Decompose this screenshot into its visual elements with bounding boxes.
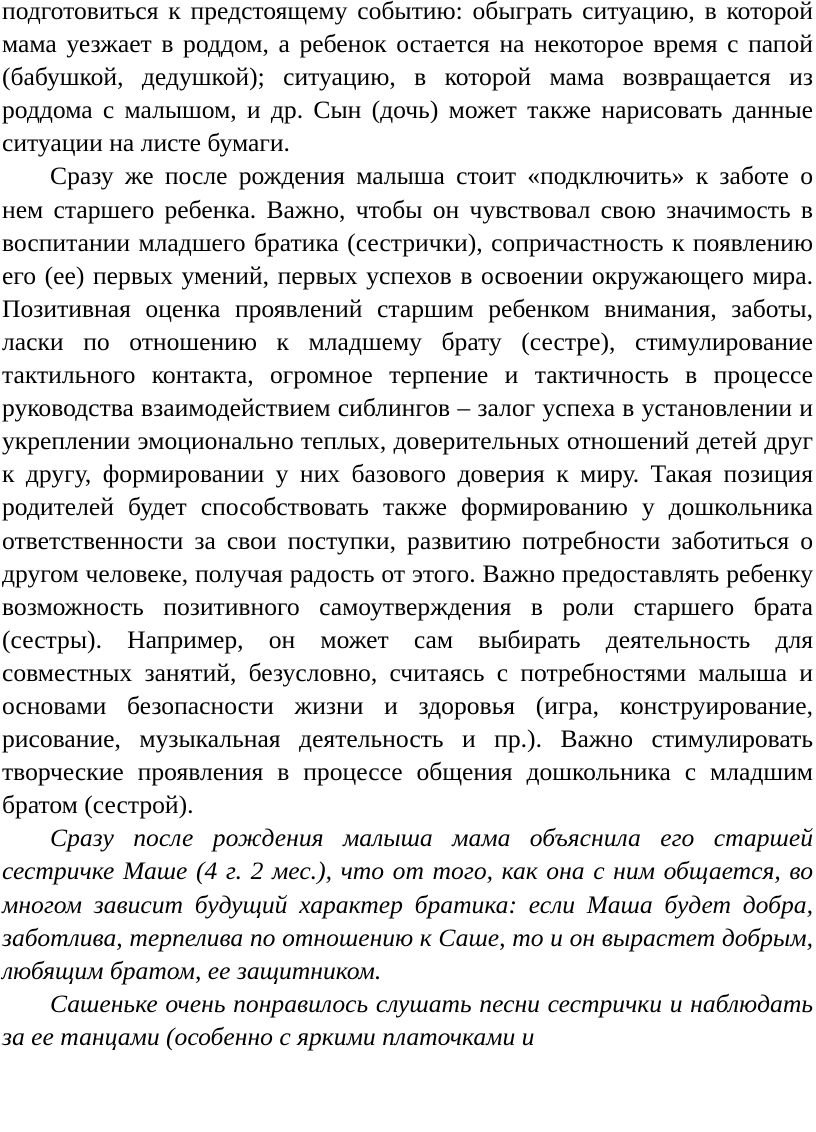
paragraph-sibling-care: Сразу же после рождения малыша стоит «подключить» к заботе о нем старшего ребенка. Важно, чтобы он чувствовал свою значимость в воспитании младшего братика (сестрички), сопричастность к появлению его (ее) первых умений, первых успехов в освоении окружающего мира. Позитивная оценка проявлений старшим ребенком внимания, заботы, ласки по отношению к младшему брату (сестре), стимулирование тактильного контакта, огромное терпение и тактичность в процессе руководства взаимодействием сиблингов – залог успеха в установлении и укреплении эмоционально теплых, доверительных отношений детей друг к другу, формировании у них базового доверия к миру. Такая позиция родителей будет способствовать также формированию у дошкольника ответственности за свои поступки, развитию потребности заботиться о другом человеке, получая радость от этого. Важно предоставлять ребенку возможность позитивного самоутверждения в роли старшего брата (сестры). Например, он может сам выбирать деятельность для совместных занятий, безусловно, считаясь с потребностями малыша и основами безопасности жизни и здоровья (игра, конструирование, рисование, музыкальная деятельность и пр.). Важно стимулировать творческие проявления в процессе общения дошкольника с младшим братом (сестрой). [2, 161, 813, 820]
paragraph-continuation: подготовиться к предстоящему событию: обыграть ситуацию, в которой мама уезжает в роддом, а ребенок остается на некоторое время с папой (бабушкой, дедушкой); ситуацию, в которой мама возвращается из роддома с малышом, и др. Сын (дочь) может также нарисовать данные ситуации на листе бумаги. [2, 0, 813, 158]
paragraph-example-masha: Сразу после рождения малыша мама объяснила его старшей сестричке Маше (4 г. 2 мес.), что от того, как она с ним общается, во многом зависит будущий характер братика: если Маша будет добра, заботлива, терпелива по отношению к Саше, то и он вырастет добрым, любящим братом, ее защитником. [2, 823, 813, 985]
paragraph-example-sasha: Сашеньке очень понравилось слушать песни сестрички и наблюдать за ее танцами (особенно с яркими платочками и [2, 988, 813, 1051]
